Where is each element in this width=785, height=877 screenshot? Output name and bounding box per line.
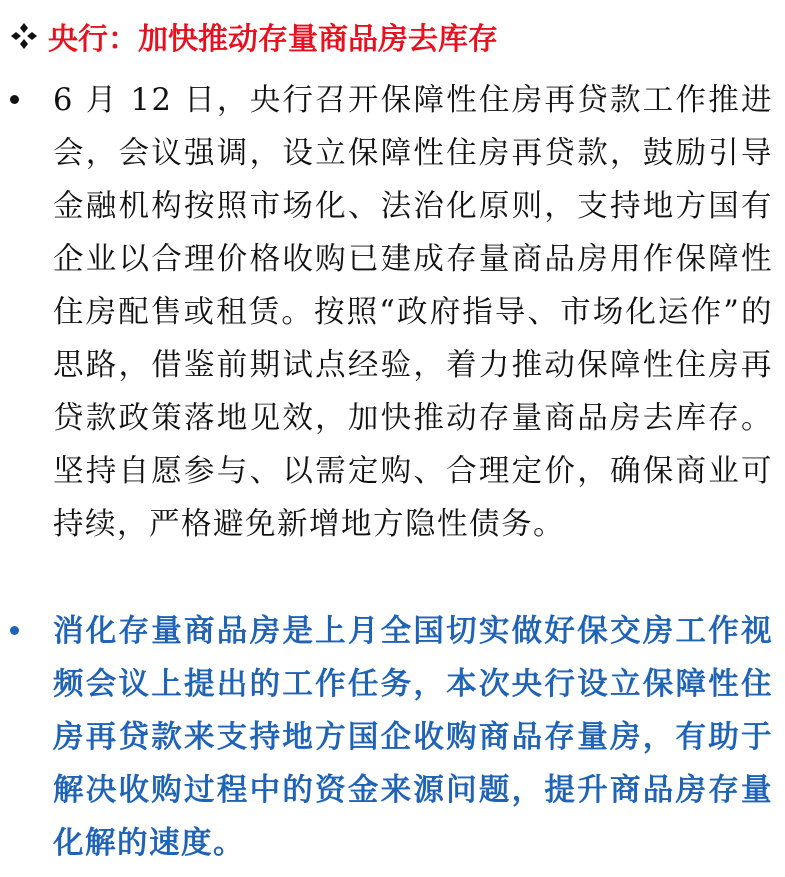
bullet-dot-icon	[10, 95, 19, 104]
four-diamonds-icon	[10, 22, 38, 50]
bullet-text-2: 消化存量商品房是上月全国切实做好保交房工作视频会议上提出的工作任务，本次央行设立保障性住房再贷款来支持地方国企收购商品存量房，有助于解决收购过程中的资金来源问题，提升商品房存量化解的速度。	[53, 613, 773, 861]
bullet-text-1: 6 月 12 日，央行召开保障性住房再贷款工作推进会，会议强调，设立保障性住房再贷款，鼓励引导金融机构按照市场化、法治化原则，支持地方国有企业以合理价格收购已建成存量商品房用作保障性住房配售或租赁。按照“政府指导、市场化运作”的思路，借鉴前期试点经验，着力推动保障性住房再贷款政策落地见效，加快推动存量商品房去库存。坚持自愿参与、以需定购、合理定价，确保商业可持续，严格避免新增地方隐性债务。	[53, 83, 773, 542]
bullet-dot-icon	[10, 626, 19, 635]
heading-title: 央行：加快推动存量商品房去库存	[48, 22, 498, 57]
section-heading	[10, 14, 498, 58]
